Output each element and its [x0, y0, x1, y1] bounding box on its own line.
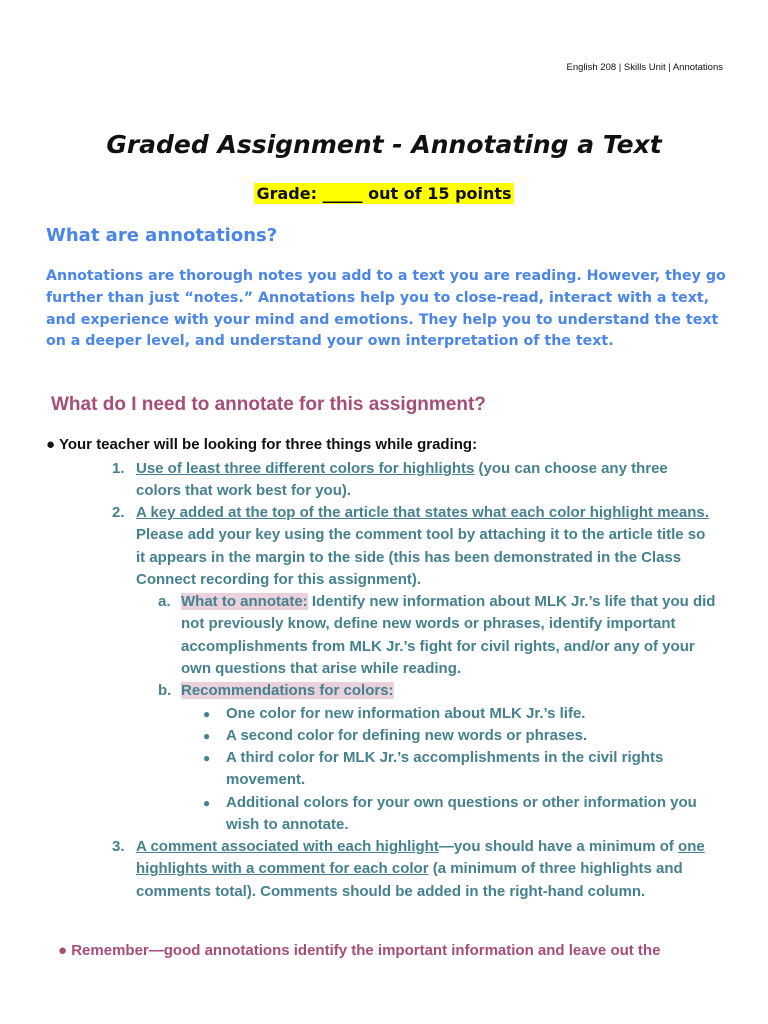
bullet-dot-icon: ●: [203, 707, 211, 721]
item-mid-text: —you should have a minimum of: [438, 838, 679, 855]
bullet-dot-icon: ●: [46, 436, 56, 453]
color-bullet-3: [203, 747, 723, 792]
color-bullet-text: A second color for defining new words or phrases.: [226, 727, 588, 744]
page-title: Graded Assignment - Annotating a Text: [106, 130, 662, 159]
underlined-text: A key added at the top of the article that states what each color highlight means.: [136, 504, 709, 521]
list-item-2: [112, 502, 712, 591]
sub-item-text: [181, 591, 718, 680]
bullet-dot-icon: ●: [203, 796, 211, 810]
color-bullet-text: Additional colors for your own questions or other information you wish to annotate.: [226, 794, 697, 834]
main-bullet: [46, 436, 477, 453]
list-item-1: [112, 458, 712, 503]
color-bullet-1: [203, 703, 723, 725]
list-item-number: 3.: [112, 838, 125, 855]
underlined-text: Use of least three different colors for highlights: [136, 460, 475, 477]
list-item-number: 2.: [112, 504, 125, 521]
remember-note: ● Remember—good annotations identify the important information and leave out the: [58, 942, 661, 959]
sub-item-a: [158, 591, 718, 680]
list-item-number: 1.: [112, 460, 125, 477]
grade-line: Grade: _____ out of 15 points: [256, 184, 512, 203]
heading-what-to-annotate: What do I need to annotate for this assignment?: [51, 394, 486, 415]
item-rest-text: Please add your key using the comment tool by attaching it to the article title so it appears in the margin to the side (this has been demonstrated in the Class Connect recording for this assignment).: [136, 526, 706, 588]
sub-item-label: b.: [158, 682, 172, 699]
color-bullet-4: [203, 792, 723, 837]
highlighted-label: Recommendations for colors:: [181, 682, 394, 699]
list-item-text: [136, 458, 712, 503]
list-item-3: [112, 836, 712, 903]
bullet-dot-icon: ●: [203, 751, 211, 765]
heading-what-are-annotations: What are annotations?: [46, 225, 278, 246]
list-item-text: [136, 836, 712, 903]
grade-line-wrapper: [0, 183, 768, 204]
header-note: English 208 | Skills Unit | Annotations: [566, 62, 723, 73]
color-bullet-text: A third color for MLK Jr.’s accomplishments in the civil rights movement.: [226, 749, 664, 789]
item-rest-text: (a minimum of three highlights and comments total). Comments should be added in the right-hand column.: [136, 860, 683, 900]
underlined-text: A comment associated with each highlight: [136, 838, 439, 855]
bullet-dot-icon: ●: [203, 729, 211, 743]
item-rest-text: (you can choose any three colors that work best for you).: [136, 460, 668, 500]
sub-item-text: [181, 680, 718, 702]
list-item-text: [136, 502, 712, 591]
sub-item-b: [158, 680, 718, 702]
color-bullet-text: One color for new information about MLK Jr.’s life.: [226, 705, 586, 722]
highlighted-label: What to annotate:: [181, 593, 308, 610]
underlined-text: one highlights with a comment for each color: [136, 838, 705, 878]
sub-item-label: a.: [158, 593, 171, 610]
main-bullet-text: Your teacher will be looking for three things while grading:: [58, 436, 478, 453]
color-bullet-2: [203, 725, 723, 747]
sub-item-body: Identify new information about MLK Jr.’s life that you did not previously know, define new words or phrases, identify important accomplishments from MLK Jr.’s fight for civil rights, and/or any of your own questions that arise while reading.: [181, 593, 716, 677]
annotations-definition: Annotations are thorough notes you add to a text you are reading. However, they go further than just “notes.” Annotations help you to close-read, interact with a text, and experience with your mind and emotions. They help you to understand the text on a deeper level, and understand your own interpretation of the text.: [46, 268, 726, 350]
